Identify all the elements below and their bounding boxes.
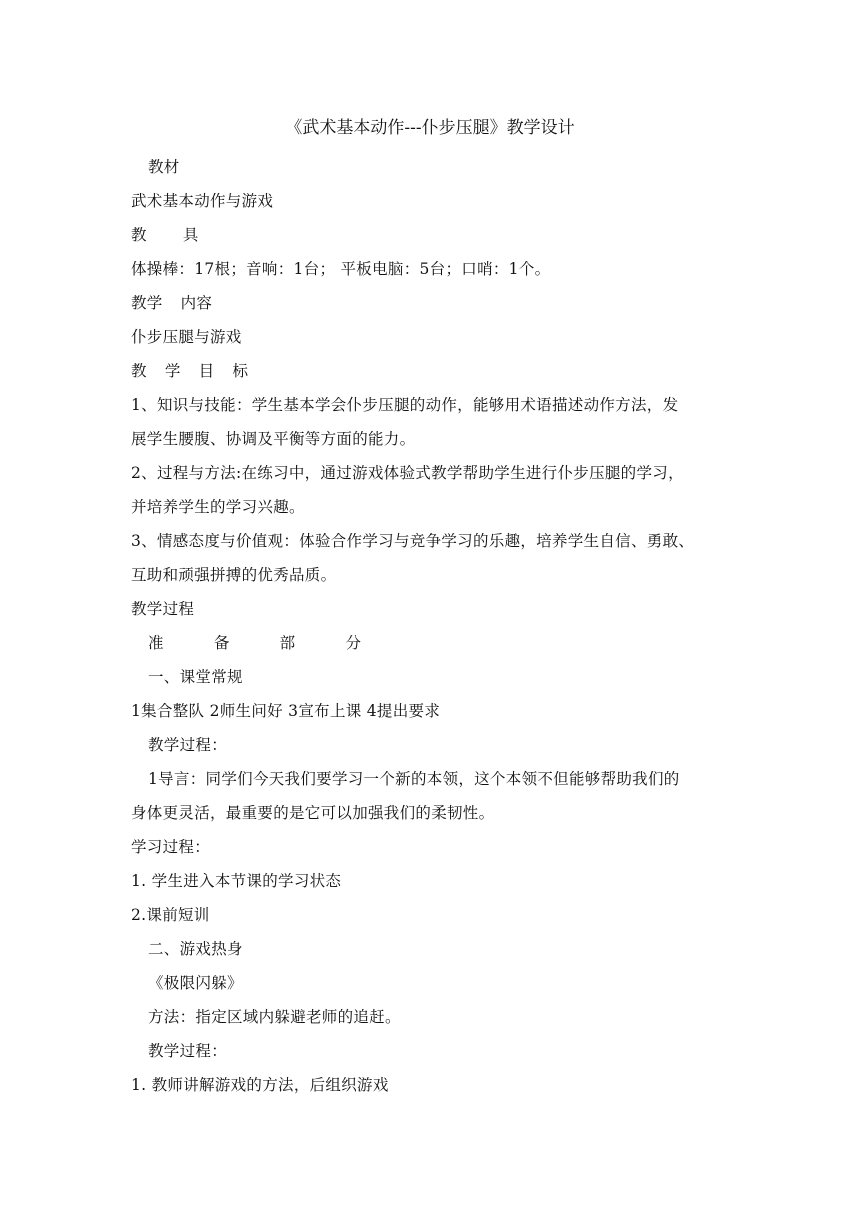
tools-heading — [131, 218, 741, 252]
goal-2-line-2: 并培养学生的学习兴趣。 — [131, 498, 305, 516]
goals-heading-char-1: 教 — [131, 362, 147, 380]
learn-step-2: 2.课前短训 — [131, 906, 210, 924]
teach-step-1: 1. 教师讲解游戏的方法，后组织游戏 — [131, 1076, 389, 1094]
document-title: 《武术基本动作---仆步压腿》教学设计 — [285, 118, 575, 138]
content-heading-part-2: 内容 — [180, 294, 213, 312]
tools-heading-part-2: 具 — [182, 226, 199, 244]
goals-heading — [131, 354, 741, 388]
teach-process-heading-1: 教学过程： — [148, 736, 228, 754]
material-text: 武术基本动作与游戏 — [131, 192, 274, 210]
teach-process-heading-2: 教学过程： — [148, 1042, 228, 1060]
process-heading: 教学过程 — [131, 600, 195, 618]
goals-heading-char-2: 学 — [164, 362, 181, 380]
content-heading — [131, 286, 741, 320]
warmup-heading: 二、游戏热身 — [148, 940, 243, 958]
goal-1-line-1: 1、知识与技能：学生基本学会仆步压腿的动作，能够用术语描述动作方法，发 — [131, 396, 679, 414]
prep-heading — [148, 626, 758, 660]
content-text: 仆步压腿与游戏 — [131, 328, 242, 346]
prep-heading-char-1: 准 — [148, 634, 164, 652]
material-heading: 教材 — [148, 158, 180, 176]
prep-heading-char-4: 分 — [345, 634, 362, 652]
prep-heading-char-3: 部 — [279, 634, 296, 652]
tools-text: 体操棒：17根；音响：1台； 平板电脑：5台；口哨：1个。 — [131, 260, 551, 278]
game-name: 《极限闪躲》 — [148, 974, 243, 992]
goal-1-line-2: 展学生腰腹、协调及平衡等方面的能力。 — [131, 430, 416, 448]
prep-heading-char-2: 备 — [213, 634, 230, 652]
routine-heading: 一、课堂常规 — [148, 668, 243, 686]
goal-2-line-1: 2、过程与方法:在练习中，通过游戏体验式教学帮助学生进行仆步压腿的学习， — [131, 464, 684, 482]
goal-3-line-2: 互助和顽强拼搏的优秀品质。 — [131, 566, 337, 584]
routine-items: 1集合整队 2师生问好 3宣布上课 4提出要求 — [131, 702, 441, 720]
learn-step-1: 1. 学生进入本节课的学习状态 — [131, 872, 342, 890]
goals-heading-char-4: 标 — [232, 362, 249, 380]
intro-line-1: 1导言：同学们今天我们要学习一个新的本领，这个本领不但能够帮助我们的 — [148, 770, 680, 788]
intro-line-2: 身体更灵活，最重要的是它可以加强我们的柔韧性。 — [131, 804, 495, 822]
tools-heading-part-1: 教 — [131, 226, 147, 244]
content-heading-part-1: 教学 — [131, 294, 163, 312]
learn-process-heading: 学习过程： — [131, 838, 211, 856]
game-method: 方法：指定区域内躲避老师的追赶。 — [148, 1008, 401, 1026]
goals-heading-char-3: 目 — [198, 362, 215, 380]
goal-3-line-1: 3、情感态度与价值观：体验合作学习与竞争学习的乐趣，培养学生自信、勇敢、 — [131, 532, 695, 550]
